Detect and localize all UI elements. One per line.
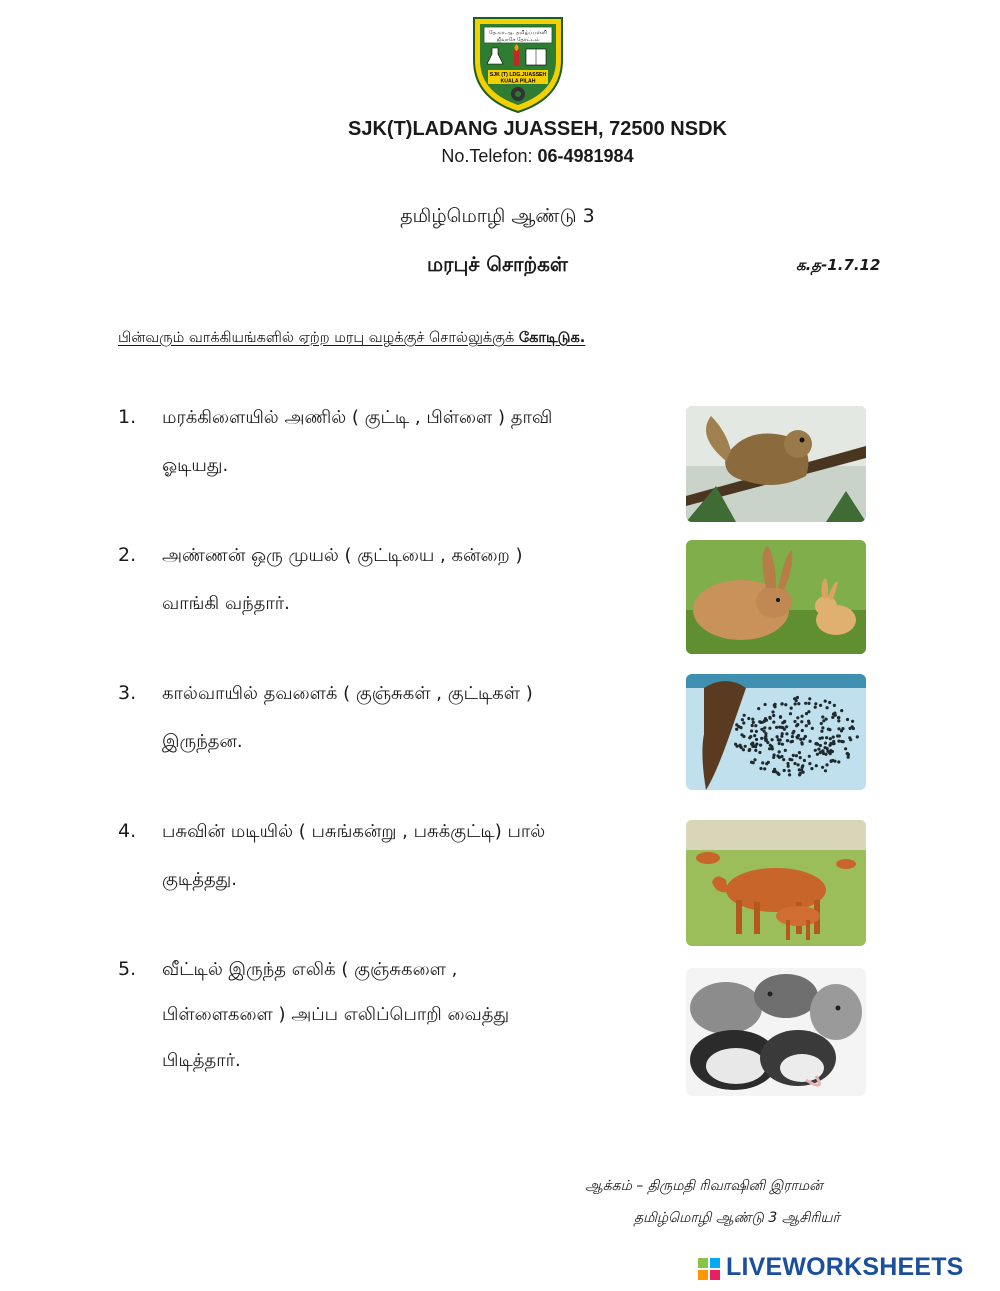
crest-bottom-text-2: KUALA PILAH xyxy=(500,78,536,85)
liveworksheets-logo-icon xyxy=(698,1258,720,1280)
phone-label: No.Telefon: xyxy=(441,146,533,166)
cow-calf-photo xyxy=(686,820,866,946)
question-number: 2. xyxy=(118,544,137,566)
question-line[interactable]: பசுவின் மடியில் ( பசுங்கன்று , பசுக்குட்டி) பால் xyxy=(162,821,546,842)
credit-author: ஆக்கம் – திருமதி ரிவாஷினி இராமன் xyxy=(585,1178,823,1194)
question-number: 4. xyxy=(118,820,137,842)
crest-top-text-2: ஜீவாசே தோட்டம் xyxy=(496,37,540,43)
question-number: 1. xyxy=(118,406,137,428)
question-number: 3. xyxy=(118,682,137,704)
question-line[interactable]: இருந்தன. xyxy=(162,731,243,752)
frogspawn-photo xyxy=(686,674,866,790)
curriculum-code: க.த-1.7.12 xyxy=(796,256,881,274)
crest-bottom-text: SJK (T) LDG.JUASSEH xyxy=(489,72,547,78)
question-line[interactable]: ஓடியது. xyxy=(162,455,229,476)
question-line[interactable]: மரக்கிளையில் அணில் ( குட்டி , பிள்ளை ) தாவி xyxy=(162,407,553,428)
school-crest xyxy=(470,14,566,114)
rabbit-photo xyxy=(686,540,866,654)
school-name: SJK(T)LADANG JUASSEH, 72500 NSDK xyxy=(348,118,727,140)
question-line[interactable]: கால்வாயில் தவளைக் ( குஞ்சுகள் , குட்டிகள் ) xyxy=(162,683,533,704)
question-line[interactable]: வாங்கி வந்தார். xyxy=(162,593,290,614)
question-line[interactable]: அண்ணன் ஒரு முயல் ( குட்டியை , கன்றை ) xyxy=(162,545,523,566)
subject-heading: தமிழ்மொழி ஆண்டு 3 xyxy=(400,205,595,227)
question-number: 5. xyxy=(118,958,137,980)
liveworksheets-brand[interactable]: LIVEWORKSHEETS xyxy=(726,1253,964,1281)
question-line[interactable]: பிள்ளைகளை ) அப்ப எலிப்பொறி வைத்து xyxy=(162,1004,510,1025)
question-line[interactable]: பிடித்தார். xyxy=(162,1050,241,1071)
question-line[interactable]: வீட்டில் இருந்த எலிக் ( குஞ்சுகளை , xyxy=(162,959,458,980)
squirrel-photo xyxy=(686,406,866,522)
instruction-bold: கோடிடுக. xyxy=(518,330,586,346)
rats-photo xyxy=(686,968,866,1096)
question-line[interactable]: குடித்தது. xyxy=(162,869,237,890)
credit-role: தமிழ்மொழி ஆண்டு 3 ஆசிரியர் xyxy=(634,1210,840,1226)
instruction-text: பின்வரும் வாக்கியங்களில் ஏற்ற மரபு வழக்குச் சொல்லுக்குக் xyxy=(118,330,519,346)
instruction xyxy=(118,330,585,348)
phone-number: 06-4981984 xyxy=(537,146,634,166)
worksheet-title: மரபுச் சொற்கள் xyxy=(427,252,568,276)
crest-top-text: தே.மா.ஆ. தமிழ்ப்பள்ளி xyxy=(489,30,547,36)
school-phone xyxy=(0,146,1000,167)
